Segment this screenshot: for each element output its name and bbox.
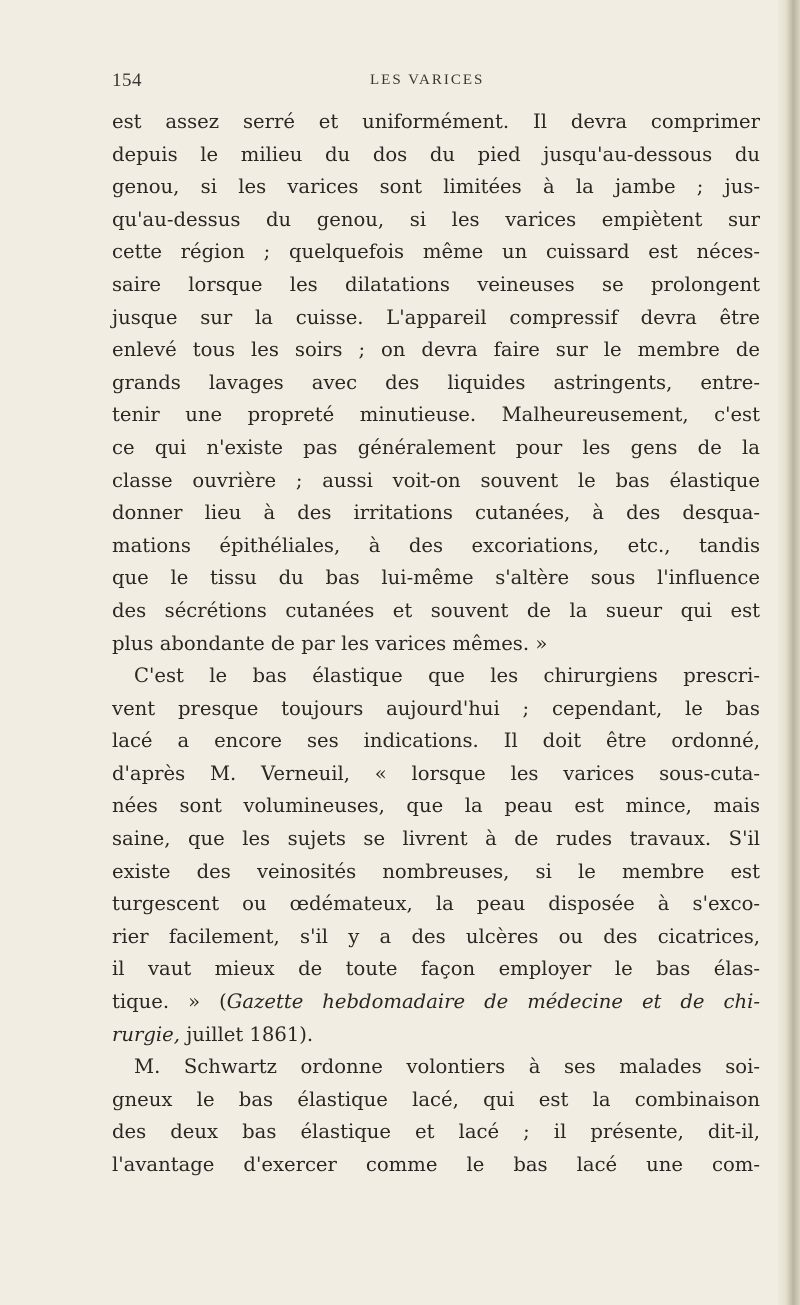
text-line: saire lorsque les dilatations veineuses se prolongent — [112, 272, 760, 296]
paragraph-start-line: C'est le bas élastique que les chirurgiens prescri- — [134, 664, 760, 688]
page-number: 154 — [112, 70, 142, 91]
text-line: jusque sur la cuisse. L'appareil compressif devra être — [112, 305, 760, 329]
text-line: lacé a encore ses indications. Il doit être ordonné, — [112, 729, 760, 753]
text-line: saine, que les sujets se livrent à de rudes travaux. S'il — [112, 827, 760, 851]
text-line: vent presque toujours aujourd'hui ; cependant, le bas — [112, 696, 760, 720]
citation-prefix: tique. » ( — [112, 990, 227, 1014]
text-line: classe ouvrière ; aussi voit-on souvent le bas élastique — [112, 468, 760, 492]
text-line: gneux le bas élastique lacé, qui est la combinaison — [112, 1087, 760, 1111]
running-title: LES VARICES — [370, 72, 485, 88]
citation-title-end: rurgie, — [112, 1022, 180, 1046]
text-line: depuis le milieu du dos du pied jusqu'au-dessous du — [112, 142, 760, 166]
citation-line — [112, 986, 760, 1019]
text-line: que le tissu du bas lui-même s'altère sous l'influence — [112, 566, 760, 590]
body-text — [112, 106, 760, 1182]
text-line: donner lieu à des irritations cutanées, à des desqua- — [112, 501, 760, 525]
paragraph-start-line: M. Schwartz ordonne volontiers à ses malades soi- — [134, 1055, 760, 1079]
text-line: qu'au-dessus du genou, si les varices empiètent sur — [112, 207, 760, 231]
text-line: nées sont volumineuses, que la peau est mince, mais — [112, 794, 760, 818]
text-line: rier facilement, s'il y a des ulcères ou des cicatrices, — [112, 924, 760, 948]
text-line: turgescent ou œdémateux, la peau disposée à s'exco- — [112, 892, 760, 916]
page-edge — [778, 0, 800, 1305]
citation-date: juillet 1861). — [180, 1022, 314, 1046]
text-line: plus abondante de par les varices mêmes. » — [112, 631, 548, 655]
text-line: existe des veinosités nombreuses, si le membre est — [112, 859, 760, 883]
text-line: grands lavages avec des liquides astringents, entre- — [112, 370, 760, 394]
text-line: enlevé tous les soirs ; on devra faire sur le membre de — [112, 338, 760, 362]
text-line: des sécrétions cutanées et souvent de la sueur qui est — [112, 598, 760, 622]
text-line: d'après M. Verneuil, « lorsque les varices sous-cuta- — [112, 761, 760, 785]
text-line: cette région ; quelquefois même un cuissard est néces- — [112, 240, 760, 264]
text-line: est assez serré et uniformément. Il devra comprimer — [112, 110, 760, 133]
text-line: des deux bas élastique et lacé ; il présente, dit-il, — [112, 1120, 760, 1144]
citation-line — [112, 1019, 760, 1052]
running-head — [112, 70, 762, 96]
text-line: l'avantage d'exercer comme le bas lacé une com- — [112, 1153, 760, 1176]
text-line: tenir une propreté minutieuse. Malheureusement, c'est — [112, 403, 760, 427]
citation-title: Gazette hebdomadaire de médecine et de chi- — [226, 990, 760, 1014]
text-line: ce qui n'existe pas généralement pour les gens de la — [112, 435, 760, 459]
text-line: mations épithéliales, à des excoriations, etc., tandis — [112, 533, 760, 557]
text-line: il vaut mieux de toute façon employer le bas élas- — [112, 957, 760, 981]
text-line: genou, si les varices sont limitées à la jambe ; jus- — [112, 175, 760, 199]
